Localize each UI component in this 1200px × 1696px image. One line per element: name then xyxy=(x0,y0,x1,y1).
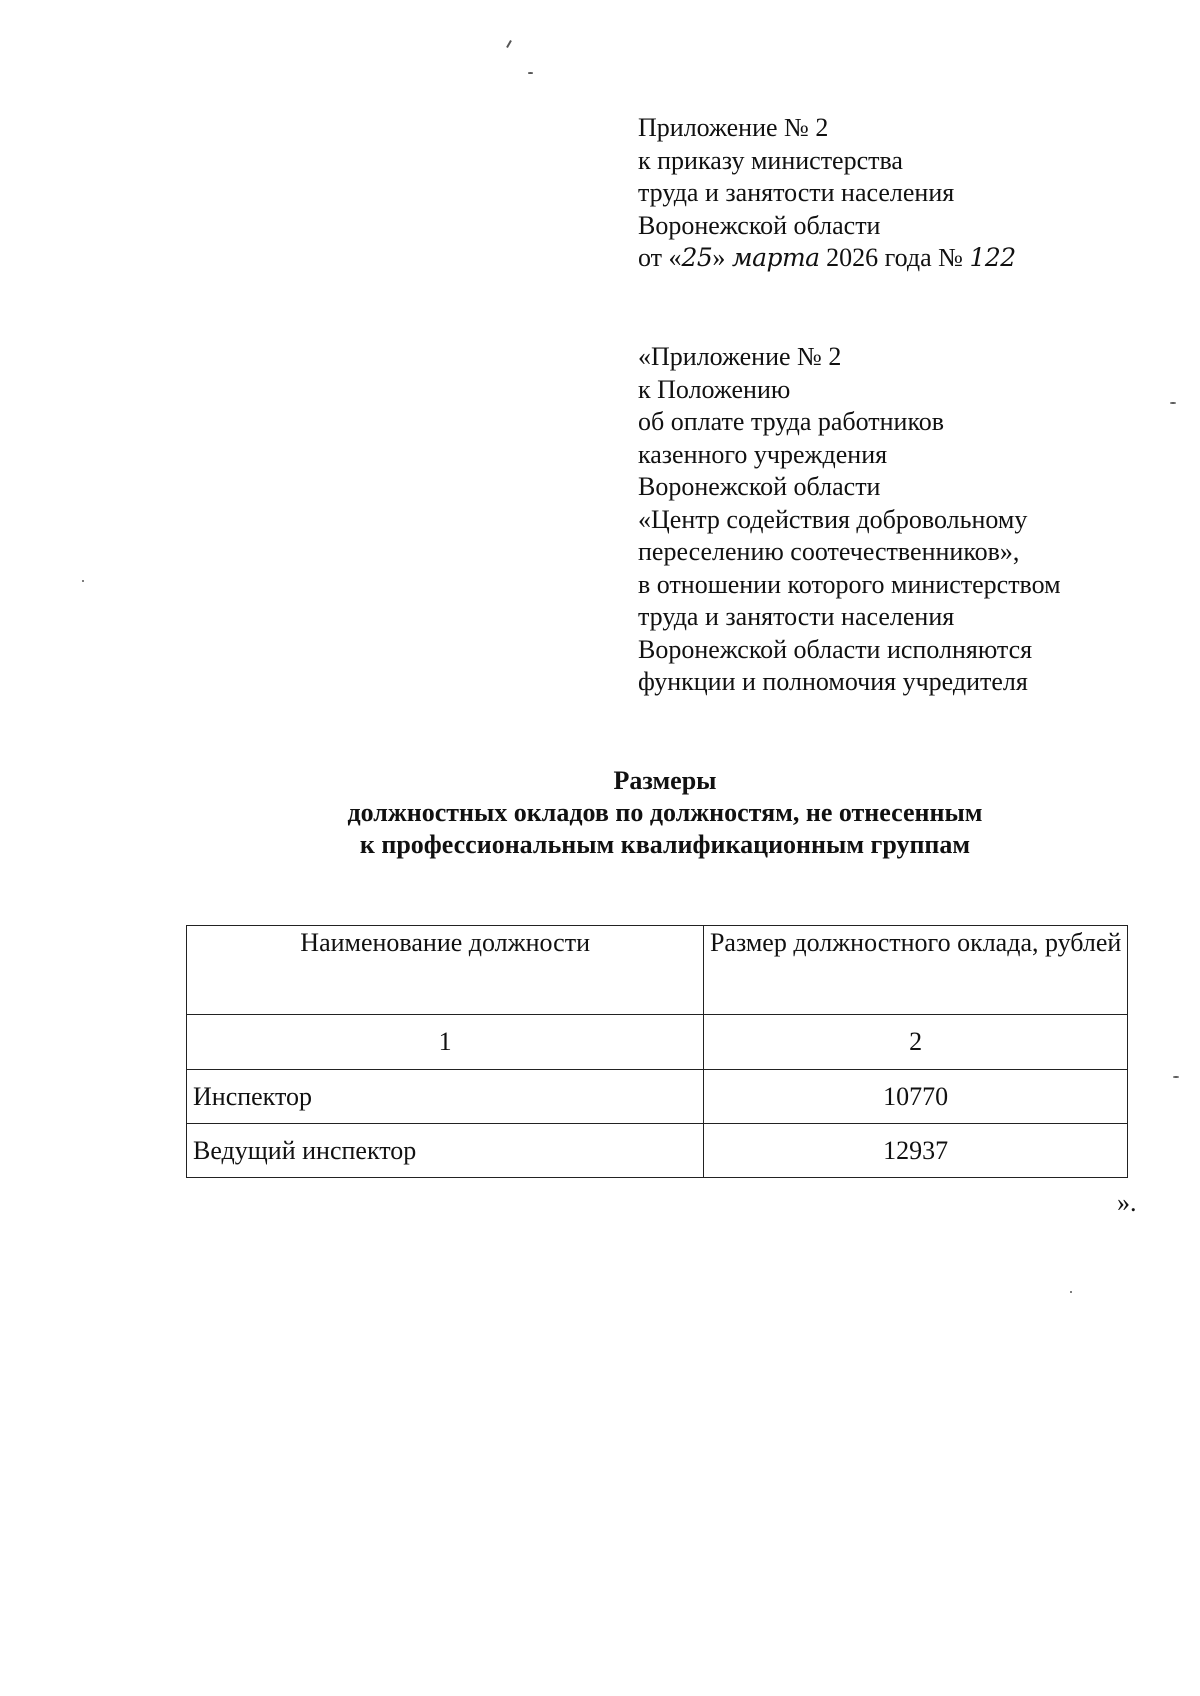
appendix-order-line: Приложение № 2 xyxy=(638,113,829,142)
appendix-regulation-line: к Положению xyxy=(638,374,791,404)
table-row xyxy=(187,1124,1128,1178)
handwritten-order-number: 122 xyxy=(969,243,1016,272)
date-suffix: 2026 года № xyxy=(819,243,970,272)
appendix-regulation-line: в отношении которого министерством xyxy=(638,569,1061,599)
scan-speck xyxy=(82,580,84,582)
scan-speck xyxy=(1173,1076,1179,1078)
appendix-order-line: труда и занятости населения xyxy=(638,178,955,207)
handwritten-month: марта xyxy=(731,243,820,272)
title-line: Размеры xyxy=(613,766,717,795)
appendix-regulation-line: функции и полномочия учредителя xyxy=(638,667,1028,696)
table-row xyxy=(187,1070,1128,1124)
table-column-numbers-row xyxy=(187,1015,1128,1070)
appendix-regulation-line: переселению соотечественников», xyxy=(638,537,1020,566)
title-line: должностных окладов по должностям, не отнесенным xyxy=(347,798,983,827)
document-title xyxy=(185,765,1145,861)
title-line: к профессиональным квалификационным группам xyxy=(359,830,971,859)
scan-speck xyxy=(528,72,533,74)
date-mid: » xyxy=(712,243,732,272)
appendix-regulation-block xyxy=(638,341,1061,699)
order-date-line xyxy=(638,242,1016,275)
closing-quote-mark: ». xyxy=(1117,1188,1137,1217)
header-position: Наименование должности xyxy=(187,926,704,1015)
scan-speck xyxy=(1170,402,1176,404)
appendix-order-block xyxy=(638,112,1016,275)
date-prefix: от « xyxy=(638,243,682,272)
appendix-regulation-line: «Центр содействия добровольному xyxy=(638,504,1028,534)
salary-cell: 10770 xyxy=(704,1070,1128,1124)
salary-table xyxy=(186,925,1128,1178)
table-header-row xyxy=(187,926,1128,1015)
appendix-regulation-line: «Приложение № 2 xyxy=(638,342,842,371)
appendix-regulation-line: казенного учреждения xyxy=(638,439,888,469)
appendix-regulation-line: Воронежской области исполняются xyxy=(638,634,1033,664)
handwritten-day: 25 xyxy=(681,243,713,272)
appendix-regulation-line: об оплате труда работников xyxy=(638,407,945,436)
appendix-order-line: к приказу министерства xyxy=(638,145,903,175)
scan-speck xyxy=(1070,1291,1072,1293)
column-number: 2 xyxy=(704,1015,1128,1070)
position-cell: Инспектор xyxy=(187,1070,704,1124)
scan-speck xyxy=(506,40,512,48)
position-cell: Ведущий инспектор xyxy=(187,1124,704,1178)
appendix-regulation-line: труда и занятости населения xyxy=(638,602,955,631)
header-salary: Размер должностного оклада, рублей xyxy=(704,926,1128,1015)
column-number: 1 xyxy=(187,1015,704,1070)
appendix-regulation-line: Воронежской области xyxy=(638,472,881,501)
salary-cell: 12937 xyxy=(704,1124,1128,1178)
appendix-order-line: Воронежской области xyxy=(638,210,881,240)
